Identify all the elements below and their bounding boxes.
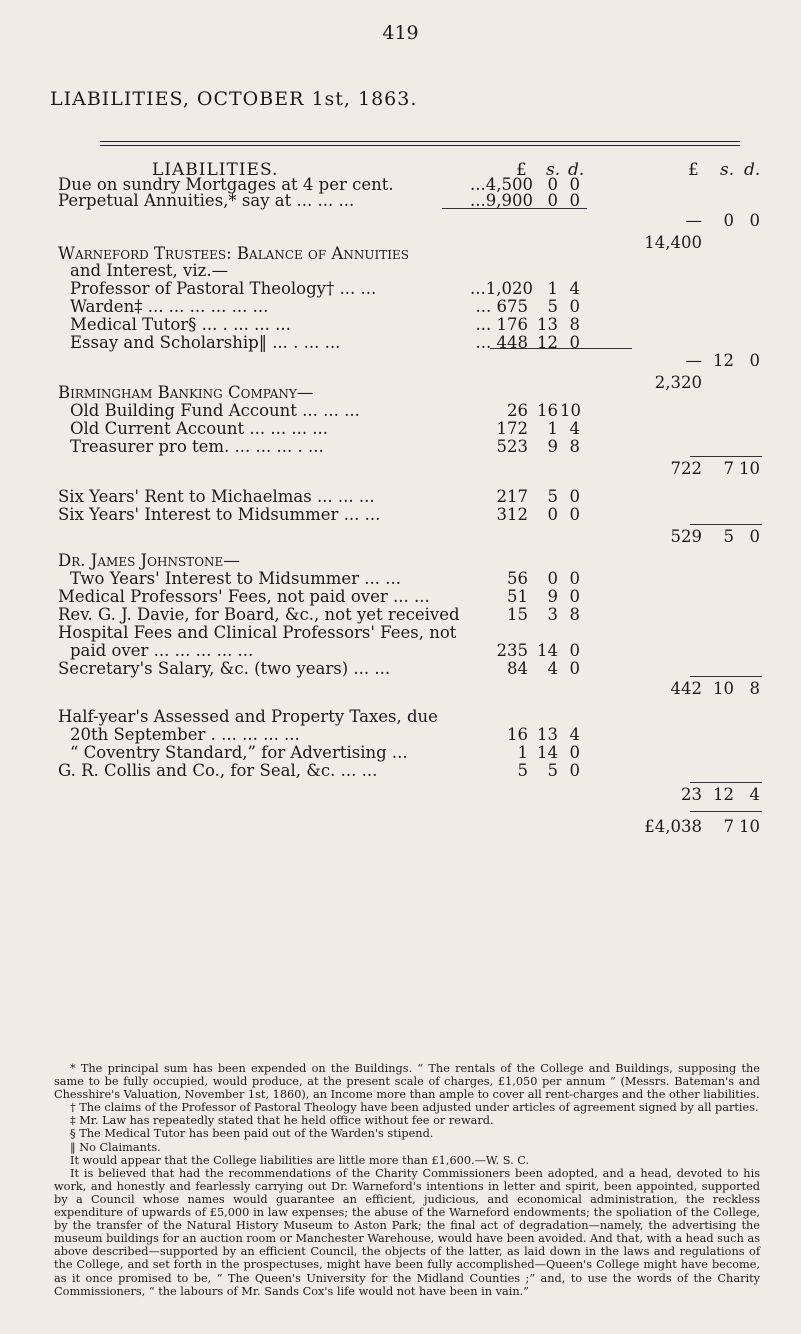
row-label: Professor of Pastoral Theology† ... ... — [70, 279, 377, 298]
page-number: 419 — [382, 22, 419, 44]
a-pounds: 235 — [496, 641, 528, 660]
a-shillings: 5 — [547, 487, 558, 506]
a-pence: 0 — [569, 505, 580, 524]
b-pounds: 23 — [681, 785, 702, 804]
subtotal-rule — [690, 782, 762, 783]
table-row — [0, 784, 801, 806]
a-pence: 0 — [569, 333, 580, 352]
b-pounds: —2,320 — [654, 351, 702, 392]
row-label: Due on sundry Mortgages at 4 per cent. — [58, 175, 394, 194]
col1-shillings-header: s. — [546, 160, 561, 180]
table-row — [0, 436, 801, 458]
row-label: Medical Professors' Fees, not paid over ... ... — [58, 587, 430, 606]
a-pounds: ... 448 — [475, 333, 528, 352]
b-shillings: 12 — [713, 785, 734, 804]
a-pounds: 1 — [517, 743, 528, 762]
a-pounds: 5 — [517, 761, 528, 780]
b-shillings: 7 — [723, 817, 734, 836]
a-shillings: 13 — [537, 315, 558, 334]
row-label: Hospital Fees and Clinical Professors' Fees, not — [58, 623, 457, 642]
a-shillings: 0 — [547, 505, 558, 524]
row-label: Medical Tutor§ ... . ... ... ... — [70, 315, 291, 334]
footnote: ‡ Mr. Law has repeatedly stated that he held office without fee or reward. — [70, 1114, 494, 1128]
a-pounds: 217 — [496, 487, 528, 506]
a-shillings: 1 — [547, 279, 558, 298]
subtotal-rule — [442, 208, 587, 209]
table-row — [0, 190, 801, 212]
a-shillings: 12 — [537, 333, 558, 352]
row-label: Birmingham Banking Company— — [58, 383, 314, 402]
b-shillings: 5 — [723, 527, 734, 546]
b-pounds: 722 — [670, 459, 702, 478]
a-pence: 0 — [569, 587, 580, 606]
row-label: Old Building Fund Account ... ... ... — [70, 401, 360, 420]
a-pounds: 523 — [496, 437, 528, 456]
a-pence: 10 — [560, 401, 581, 420]
a-pence: 0 — [569, 641, 580, 660]
row-label: Rev. G. J. Davie, for Board, &c., not yet received — [58, 605, 460, 624]
a-pence: 0 — [569, 743, 580, 762]
a-shillings: 5 — [547, 761, 558, 780]
b-pounds: 442 — [670, 679, 702, 698]
a-pence: 0 — [569, 191, 580, 210]
footnote: † The claims of the Professor of Pastoral Theology have been adjusted under articles of agreement signed by all parties. — [70, 1101, 759, 1115]
subtotal-rule — [490, 348, 632, 349]
row-label: Essay and Scholarship‖ ... . ... ... — [70, 333, 341, 352]
a-shillings: 9 — [547, 587, 558, 606]
row-label: Six Years' Rent to Michaelmas ... ... ... — [58, 487, 375, 506]
a-pounds: 84 — [507, 659, 528, 678]
a-shillings: 16 — [537, 401, 558, 420]
a-pence: 4 — [569, 279, 580, 298]
a-pounds: 312 — [496, 505, 528, 524]
row-label: Half-year's Assessed and Property Taxes, due — [58, 707, 438, 726]
a-pounds: 172 — [496, 419, 528, 438]
a-pounds: ...9,900 — [470, 191, 533, 210]
a-pence: 0 — [569, 297, 580, 316]
a-pounds: 51 — [507, 587, 528, 606]
table-row — [0, 760, 801, 782]
row-label: Two Years' Interest to Midsummer ... ... — [70, 569, 401, 588]
col1-pence-header: d. — [568, 160, 585, 180]
a-pounds: 26 — [507, 401, 528, 420]
col2-shillings-header: s. — [720, 160, 735, 180]
row-label: “ Coventry Standard,” for Advertising ... — [70, 743, 408, 762]
subtotal-rule — [690, 524, 762, 525]
footnotes — [54, 1062, 760, 1298]
row-label: Warden‡ ... ... ... ... ... ... — [70, 297, 269, 316]
a-shillings: 14 — [537, 743, 558, 762]
subtotal-rule — [690, 811, 762, 812]
row-label: Warneford Trustees: Balance of Annuities — [58, 244, 409, 263]
footnote: ‖ No Claimants. — [70, 1140, 161, 1154]
a-pence: 0 — [569, 175, 580, 194]
a-shillings: 4 — [547, 659, 558, 678]
col2-pounds-header: £ — [688, 160, 699, 180]
a-pounds: ... 675 — [475, 297, 528, 316]
a-pence: 8 — [569, 315, 580, 334]
table-row — [0, 210, 801, 252]
footnote: It is believed that had the recommendations of the Charity Commissioners been adopted, and a head, devoted to his work, and honestly and fearlessly carrying out Dr. Warneford's intentions in letter and spirit, been appointed, supported by a Council whose names would guarantee an efficient, judicious, and economical administration, the reckless expenditure of upwards of £5,000 in law expenses; the abuse of the Warneford endowments; the spoliation of the College, by the transfer of the Natural History Museum to Aston Park; the final act of degradation—namely, the advertising the museum buildings for an auction room or Manchester Warehouse, would have been avoided. And that, with a head such as above described—supported by an efficient Council, the objects of the latter, as laid down in the laws and regulations of the College, and set forth in the prospectuses, might have been fully accomplished—Queen's College might have become, as it once promised to be, “ The Queen's University for the Midland Counties ;” and, to use the words of the Charity Commissioners, “ the labours of Mr. Sands Cox's life would not have been in vain.” — [54, 1166, 760, 1298]
row-label: Secretary's Salary, &c. (two years) ... ... — [58, 659, 391, 678]
row-label: and Interest, viz.— — [70, 261, 229, 280]
a-pounds: 56 — [507, 569, 528, 588]
row-label: Perpetual Annuities,* say at ... ... ... — [58, 191, 355, 210]
row-label: 20th September . ... ... ... ... — [70, 725, 300, 744]
col2-pence-header: d. — [744, 160, 761, 180]
a-pounds: 16 — [507, 725, 528, 744]
a-shillings: 0 — [547, 175, 558, 194]
a-pence: 0 — [569, 569, 580, 588]
a-pounds: ...4,500 — [470, 175, 533, 194]
a-shillings: 13 — [537, 725, 558, 744]
footnote: It would appear that the College liabilities are little more than £1,600.—W. S. C. — [70, 1153, 530, 1167]
footnote: * The principal sum has been expended on the Buildings. “ The rentals of the College and Buildings, supposing the same to be fully occupied, would produce, at the present scale of charges, £1,050 per annum ” (Messrs. Bateman's and Chesshire's Valuation, November 1st, 1860), an Income more than ample to cover all rent-charges and the other liabilities. — [54, 1062, 760, 1102]
col1-pounds-header: £ — [516, 160, 527, 180]
b-shillings: 12 — [713, 351, 734, 370]
page-heading: LIABILITIES, OCTOBER 1st, 1863. — [50, 88, 418, 110]
a-pounds: 15 — [507, 605, 528, 624]
a-shillings: 1 — [547, 419, 558, 438]
b-pounds: 529 — [670, 527, 702, 546]
a-pence: 4 — [569, 725, 580, 744]
table-title: LIABILITIES. — [152, 160, 279, 180]
row-label: G. R. Collis and Co., for Seal, &c. ... ... — [58, 761, 378, 780]
b-pence: 4 — [749, 785, 760, 804]
b-pounds: £4,038 — [644, 817, 702, 836]
table-row — [0, 816, 801, 838]
table-row — [0, 504, 801, 526]
row-label: paid over ... ... ... ... ... — [70, 641, 254, 660]
table-row — [0, 458, 801, 480]
a-pence: 0 — [569, 659, 580, 678]
table-row — [0, 678, 801, 700]
b-shillings: 7 — [723, 459, 734, 478]
b-pence: 10 — [739, 459, 760, 478]
subtotal-rule — [690, 676, 762, 677]
a-pounds: ...1,020 — [470, 279, 533, 298]
b-pounds: —14,400 — [644, 211, 702, 252]
b-shillings: 0 — [723, 211, 734, 230]
a-pence: 8 — [569, 605, 580, 624]
b-pence: 0 — [749, 527, 760, 546]
a-pence: 4 — [569, 419, 580, 438]
footnote: § The Medical Tutor has been paid out of the Warden's stipend. — [70, 1127, 434, 1141]
b-pence: 0 — [749, 211, 760, 230]
b-shillings: 10 — [713, 679, 734, 698]
a-shillings: 14 — [537, 641, 558, 660]
a-pence: 8 — [569, 437, 580, 456]
row-label: Dr. James Johnstone— — [58, 551, 240, 570]
b-pence: 8 — [749, 679, 760, 698]
a-shillings: 5 — [547, 297, 558, 316]
a-pounds: ... 176 — [475, 315, 528, 334]
a-pence: 0 — [569, 487, 580, 506]
a-shillings: 3 — [547, 605, 558, 624]
row-label: Treasurer pro tem. ... ... ... . ... — [70, 437, 324, 456]
b-pence: 10 — [739, 817, 760, 836]
a-pence: 0 — [569, 761, 580, 780]
row-label: Old Current Account ... ... ... ... — [70, 419, 329, 438]
a-shillings: 0 — [547, 569, 558, 588]
a-shillings: 0 — [547, 191, 558, 210]
table-row — [0, 526, 801, 548]
table-row — [0, 350, 801, 392]
table-row — [0, 658, 801, 680]
subtotal-rule — [690, 456, 762, 457]
row-label: Six Years' Interest to Midsummer ... ... — [58, 505, 381, 524]
b-pence: 0 — [749, 351, 760, 370]
a-shillings: 9 — [547, 437, 558, 456]
